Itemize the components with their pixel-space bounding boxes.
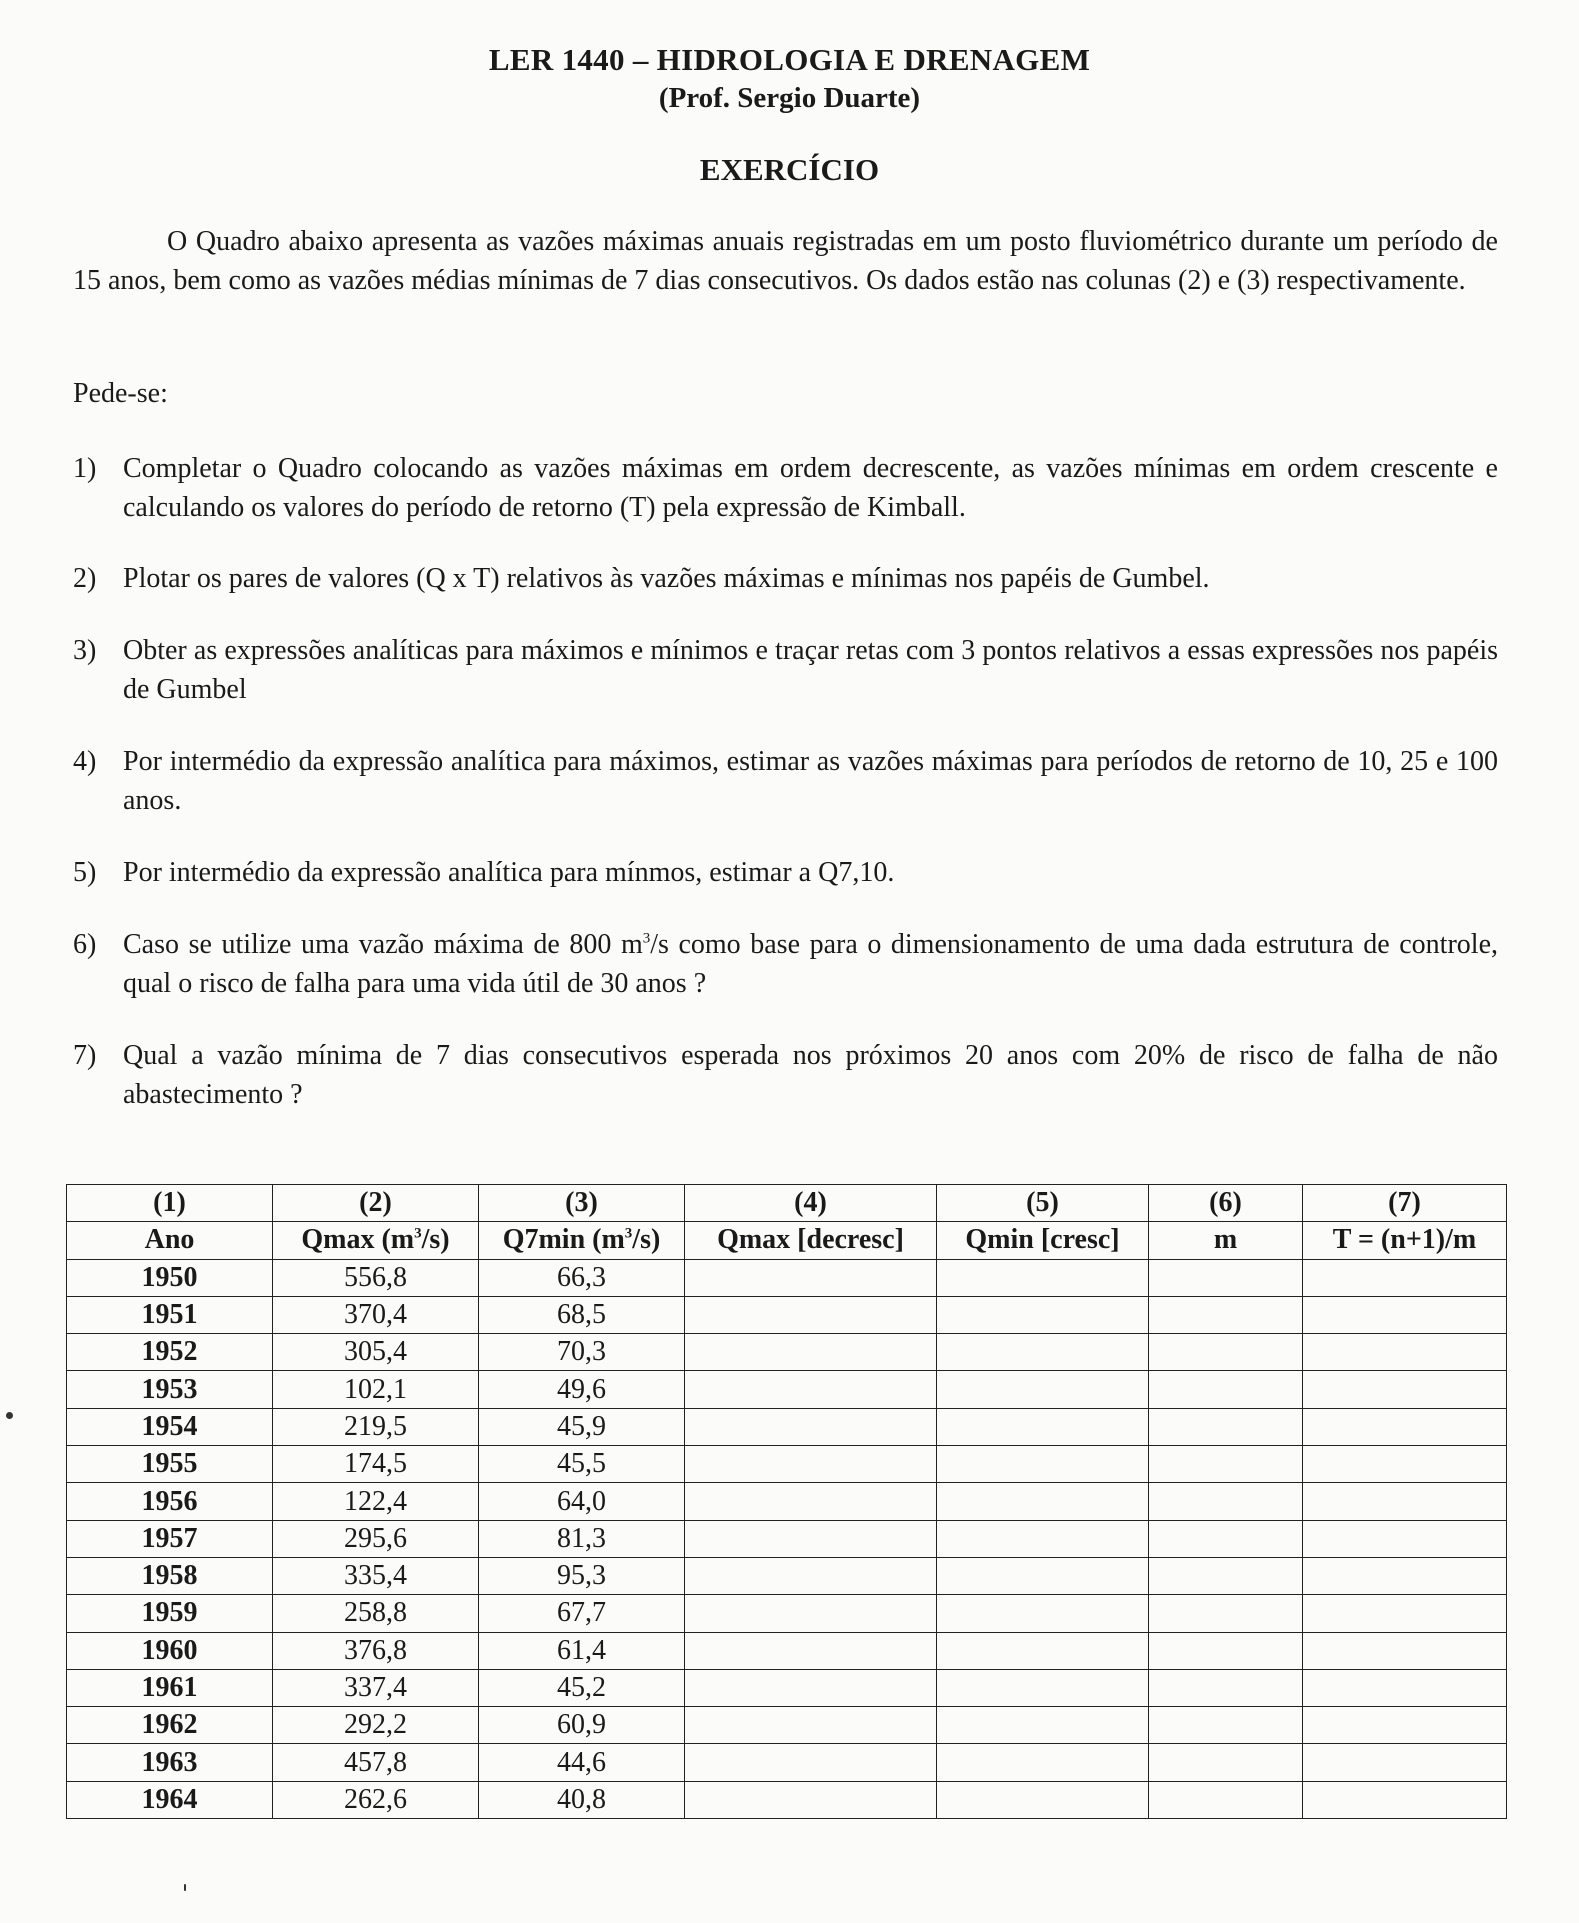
year-cell: 1955 — [67, 1446, 273, 1483]
qmax-cell: 337,4 — [273, 1669, 479, 1706]
header-qmax-decresc: Qmax [decresc] — [685, 1222, 937, 1259]
qmin-cresc-cell — [937, 1520, 1149, 1557]
qmin-cresc-cell — [937, 1259, 1149, 1296]
column-header-row — [67, 1222, 1507, 1259]
t-cell — [1303, 1707, 1507, 1744]
t-cell — [1303, 1595, 1507, 1632]
table-row — [67, 1334, 1507, 1371]
t-cell — [1303, 1334, 1507, 1371]
question-text: Por intermédio da expressão analítica para máximos, estimar as vazões máximas para períodos de retorno de 10, 25 e 100 anos. — [123, 746, 1498, 816]
t-cell — [1303, 1371, 1507, 1408]
table-row — [67, 1744, 1507, 1781]
t-cell — [1303, 1483, 1507, 1520]
qmax-decresc-cell — [685, 1483, 937, 1520]
qmin-cresc-cell — [937, 1371, 1149, 1408]
year-cell: 1962 — [67, 1707, 273, 1744]
question-number: 6) — [73, 929, 97, 960]
m-cell — [1149, 1259, 1303, 1296]
header-ano: Ano — [67, 1222, 273, 1259]
col-number: (1) — [67, 1185, 273, 1222]
qmin-cresc-cell — [937, 1483, 1149, 1520]
t-cell — [1303, 1259, 1507, 1296]
table-row — [67, 1557, 1507, 1594]
qmax-decresc-cell — [685, 1707, 937, 1744]
year-cell: 1952 — [67, 1334, 273, 1371]
t-cell — [1303, 1446, 1507, 1483]
header-qmin-cresc: Qmin [cresc] — [937, 1222, 1149, 1259]
table-row — [67, 1595, 1507, 1632]
qmin-cresc-cell — [937, 1669, 1149, 1706]
q7min-cell: 66,3 — [479, 1259, 685, 1296]
qmax-cell: 335,4 — [273, 1557, 479, 1594]
year-cell: 1950 — [67, 1259, 273, 1296]
t-cell — [1303, 1669, 1507, 1706]
t-cell — [1303, 1557, 1507, 1594]
table-row — [67, 1296, 1507, 1333]
col-number: (2) — [273, 1185, 479, 1222]
question-text: Obter as expressões analíticas para máximos e mínimos e traçar retas com 3 pontos relativos a essas expressões nos papéis de Gumbel — [123, 635, 1498, 705]
year-cell: 1958 — [67, 1557, 273, 1594]
qmin-cresc-cell — [937, 1408, 1149, 1445]
table-row — [67, 1781, 1507, 1818]
q7min-cell: 81,3 — [479, 1520, 685, 1557]
qmin-cresc-cell — [937, 1557, 1149, 1594]
qmax-cell: 219,5 — [273, 1408, 479, 1445]
q7min-cell: 70,3 — [479, 1334, 685, 1371]
table-row — [67, 1483, 1507, 1520]
qmax-cell: 556,8 — [273, 1259, 479, 1296]
qmax-decresc-cell — [685, 1334, 937, 1371]
qmax-cell: 305,4 — [273, 1334, 479, 1371]
m-cell — [1149, 1669, 1303, 1706]
qmax-cell: 295,6 — [273, 1520, 479, 1557]
qmax-decresc-cell — [685, 1408, 937, 1445]
q7min-cell: 61,4 — [479, 1632, 685, 1669]
qmax-cell: 258,8 — [273, 1595, 479, 1632]
header-qmax: Qmax $(m^3/s)$ — [273, 1222, 479, 1259]
qmax-cell: 457,8 — [273, 1744, 479, 1781]
question-number: 3) — [73, 635, 97, 666]
qmax-decresc-cell — [685, 1632, 937, 1669]
year-cell: 1963 — [67, 1744, 273, 1781]
col-number: (3) — [479, 1185, 685, 1222]
table-row — [67, 1371, 1507, 1408]
t-cell — [1303, 1632, 1507, 1669]
column-number-row — [67, 1185, 1507, 1222]
qmax-decresc-cell — [685, 1557, 937, 1594]
table-row — [67, 1408, 1507, 1445]
question-4 — [73, 742, 1498, 820]
table-row — [67, 1446, 1507, 1483]
qmax-decresc-cell — [685, 1446, 937, 1483]
year-cell: 1957 — [67, 1520, 273, 1557]
q7min-cell: 45,9 — [479, 1408, 685, 1445]
question-number: 4) — [73, 746, 97, 777]
qmin-cresc-cell — [937, 1595, 1149, 1632]
qmax-decresc-cell — [685, 1371, 937, 1408]
m-cell — [1149, 1483, 1303, 1520]
t-cell — [1303, 1520, 1507, 1557]
scan-speck — [6, 1412, 13, 1419]
q7min-cell: 45,5 — [479, 1446, 685, 1483]
header-t: T = (n+1)/m — [1303, 1222, 1507, 1259]
question-text: Qual a vazão mínima de 7 dias consecutivos esperada nos próximos 20 anos com 20% de risco de falha de não abastecimento ? — [123, 1040, 1498, 1110]
year-cell: 1954 — [67, 1408, 273, 1445]
m-cell — [1149, 1371, 1303, 1408]
year-cell: 1951 — [67, 1296, 273, 1333]
question-number: 2) — [73, 563, 97, 594]
m-cell — [1149, 1632, 1303, 1669]
m-cell — [1149, 1446, 1303, 1483]
q7min-cell: 44,6 — [479, 1744, 685, 1781]
m-cell — [1149, 1595, 1303, 1632]
m-cell — [1149, 1296, 1303, 1333]
qmin-cresc-cell — [937, 1707, 1149, 1744]
q7min-cell: 40,8 — [479, 1781, 685, 1818]
professor-name: (Prof. Sergio Duarte) — [658, 82, 921, 114]
scan-speck — [184, 1884, 186, 1891]
question-text: Caso se utilize uma vazão máxima de 800 $m^3/s$ como base para o dimensionamento de uma dada estrutura de controle, qual o risco de falha para uma vida útil de 30 anos ? — [123, 929, 1498, 999]
qmax-cell: 122,4 — [273, 1483, 479, 1520]
qmax-cell: 102,1 — [273, 1371, 479, 1408]
flow-data-table — [66, 1184, 1507, 1819]
question-text: Completar o Quadro colocando as vazões máximas em ordem decrescente, as vazões mínimas em ordem crescente e calculando os valores do período de retorno (T) pela expressão de Kimball. — [123, 453, 1498, 523]
table-row — [67, 1632, 1507, 1669]
question-number: 1) — [73, 453, 97, 484]
year-cell: 1964 — [67, 1781, 273, 1818]
m-cell — [1149, 1781, 1303, 1818]
qmin-cresc-cell — [937, 1781, 1149, 1818]
qmin-cresc-cell — [937, 1296, 1149, 1333]
course-title: LER 1440 – HIDROLOGIA E DRENAGEM — [488, 42, 1091, 77]
col-number: (6) — [1149, 1185, 1303, 1222]
year-cell: 1960 — [67, 1632, 273, 1669]
q7min-cell: 45,2 — [479, 1669, 685, 1706]
table-body — [67, 1259, 1507, 1818]
qmax-decresc-cell — [685, 1744, 937, 1781]
q7min-cell: 60,9 — [479, 1707, 685, 1744]
t-cell — [1303, 1408, 1507, 1445]
question-number: 7) — [73, 1040, 97, 1071]
qmax-decresc-cell — [685, 1259, 937, 1296]
question-7 — [73, 1036, 1498, 1114]
t-cell — [1303, 1296, 1507, 1333]
year-cell: 1953 — [67, 1371, 273, 1408]
qmax-decresc-cell — [685, 1296, 937, 1333]
question-1 — [73, 449, 1498, 527]
col-number: (5) — [937, 1185, 1149, 1222]
intro-text: O Quadro abaixo apresenta as vazões máximas anuais registradas em um posto fluviométrico durante um período de 15 anos, bem como as vazões médias mínimas de 7 dias consecutivos. Os dados estão nas colunas (2) e (3) respectivamente. — [73, 226, 1498, 296]
qmax-decresc-cell — [685, 1595, 937, 1632]
m-cell — [1149, 1707, 1303, 1744]
question-text: Plotar os pares de valores (Q x T) relativos às vazões máximas e mínimas nos papéis de Gumbel. — [123, 563, 1210, 594]
qmin-cresc-cell — [937, 1744, 1149, 1781]
t-cell — [1303, 1781, 1507, 1818]
intro-paragraph — [73, 222, 1498, 300]
ask-label: Pede-se: — [73, 378, 168, 409]
t-cell — [1303, 1744, 1507, 1781]
qmax-decresc-cell — [685, 1669, 937, 1706]
year-cell: 1956 — [67, 1483, 273, 1520]
qmax-cell: 174,5 — [273, 1446, 479, 1483]
m-cell — [1149, 1520, 1303, 1557]
q7min-cell: 67,7 — [479, 1595, 685, 1632]
q7min-cell: 68,5 — [479, 1296, 685, 1333]
qmax-cell: 262,6 — [273, 1781, 479, 1818]
question-5 — [73, 853, 1498, 892]
qmin-cresc-cell — [937, 1632, 1149, 1669]
question-6 — [73, 925, 1498, 1003]
qmin-cresc-cell — [937, 1334, 1149, 1371]
table-row — [67, 1707, 1507, 1744]
qmax-decresc-cell — [685, 1781, 937, 1818]
qmax-cell: 376,8 — [273, 1632, 479, 1669]
qmax-decresc-cell — [685, 1520, 937, 1557]
col-number: (4) — [685, 1185, 937, 1222]
year-cell: 1961 — [67, 1669, 273, 1706]
qmin-cresc-cell — [937, 1446, 1149, 1483]
m-cell — [1149, 1744, 1303, 1781]
header-q7min: Q7min $(m^3/s)$ — [479, 1222, 685, 1259]
q7min-cell: 49,6 — [479, 1371, 685, 1408]
section-title: EXERCÍCIO — [699, 152, 880, 187]
question-number: 5) — [73, 857, 97, 888]
question-3 — [73, 631, 1498, 709]
qmax-cell: 370,4 — [273, 1296, 479, 1333]
header-m: m — [1149, 1222, 1303, 1259]
table-row — [67, 1669, 1507, 1706]
m-cell — [1149, 1334, 1303, 1371]
q7min-cell: 64,0 — [479, 1483, 685, 1520]
table-row — [67, 1520, 1507, 1557]
q7min-cell: 95,3 — [479, 1557, 685, 1594]
qmax-cell: 292,2 — [273, 1707, 479, 1744]
data-table-wrapper — [66, 1184, 1507, 1819]
question-2 — [73, 559, 1498, 598]
m-cell — [1149, 1557, 1303, 1594]
col-number: (7) — [1303, 1185, 1507, 1222]
m-cell — [1149, 1408, 1303, 1445]
table-row — [67, 1259, 1507, 1296]
year-cell: 1959 — [67, 1595, 273, 1632]
question-text: Por intermédio da expressão analítica para mínmos, estimar a Q7,10. — [123, 857, 895, 888]
